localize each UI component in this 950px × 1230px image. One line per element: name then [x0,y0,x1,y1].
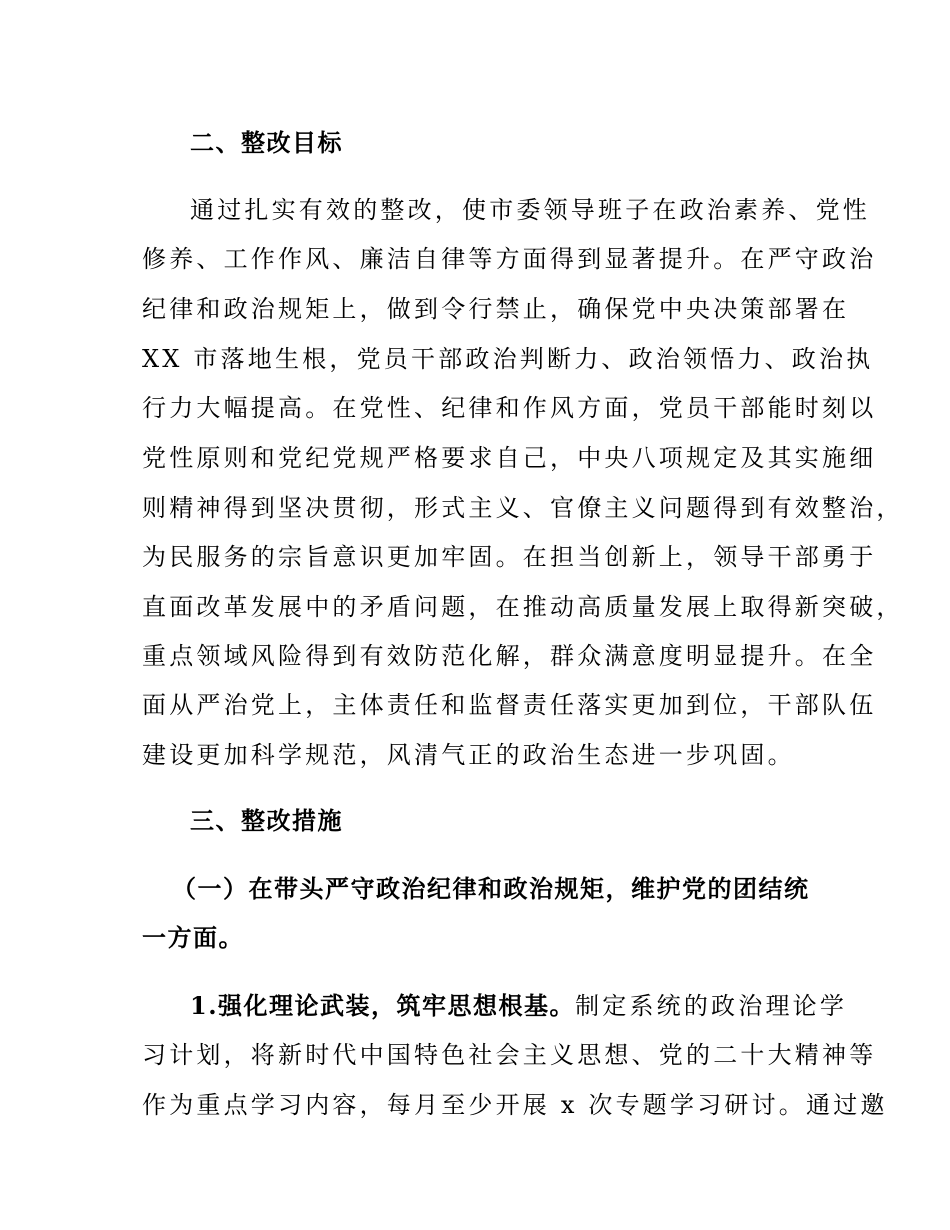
item-first-line [190,991,847,1021]
paragraph-line: 纪律和政治规矩上，做到令行禁止，确保党中央决策部署在 [142,295,850,323]
section-heading-measures: 三、整改措施 [190,806,343,835]
item-title: 1.强化理论武装，筑牢思想根基。 [190,991,576,1020]
paragraph-line: 习计划，将新时代中国特色社会主义思想、党的二十大精神等 [142,1041,877,1069]
subheading-line: 一方面。 [142,923,244,952]
paragraph-line: 党性原则和党纪党规严格要求自己，中央八项规定及其实施细 [142,444,877,472]
item-text: 制定系统的政治理论学 [575,992,848,1020]
paragraph-line: 重点领域风险得到有效防范化解，群众满意度明显提升。在全 [142,642,877,670]
paragraph-line: 则精神得到坚决贯彻，形式主义、官僚主义问题得到有效整治， [142,494,904,522]
paragraph-line: 修养、工作作风、廉洁自律等方面得到显著提升。在严守政治 [142,245,877,273]
paragraph-line: 面从严治党上，主体责任和监督责任落实更加到位，干部队伍 [142,691,877,719]
paragraph-line: 为民服务的宗旨意识更加牢固。在担当创新上，领导干部勇于 [142,543,877,571]
subheading-line: （一）在带头严守政治纪律和政治规矩，维护党的团结统 [172,874,810,903]
paragraph-line: 建设更加科学规范，风清气正的政治生态进一步巩固。 [142,741,795,769]
paragraph-line: 行力大幅提高。在党性、纪律和作风方面，党员干部能时刻以 [142,394,877,422]
paragraph-line: XX 市落地生根，党员干部政治判断力、政治领悟力、政治执 [142,345,874,373]
section-heading-goals: 二、整改目标 [190,128,343,157]
paragraph-line: 作为重点学习内容，每月至少开展 x 次专题学习研讨。通过邀 [142,1091,888,1119]
paragraph-line: 直面改革发展中的矛盾问题，在推动高质量发展上取得新突破， [142,593,904,621]
paragraph-line: 通过扎实有效的整改，使市委领导班子在政治素养、党性 [190,196,870,224]
